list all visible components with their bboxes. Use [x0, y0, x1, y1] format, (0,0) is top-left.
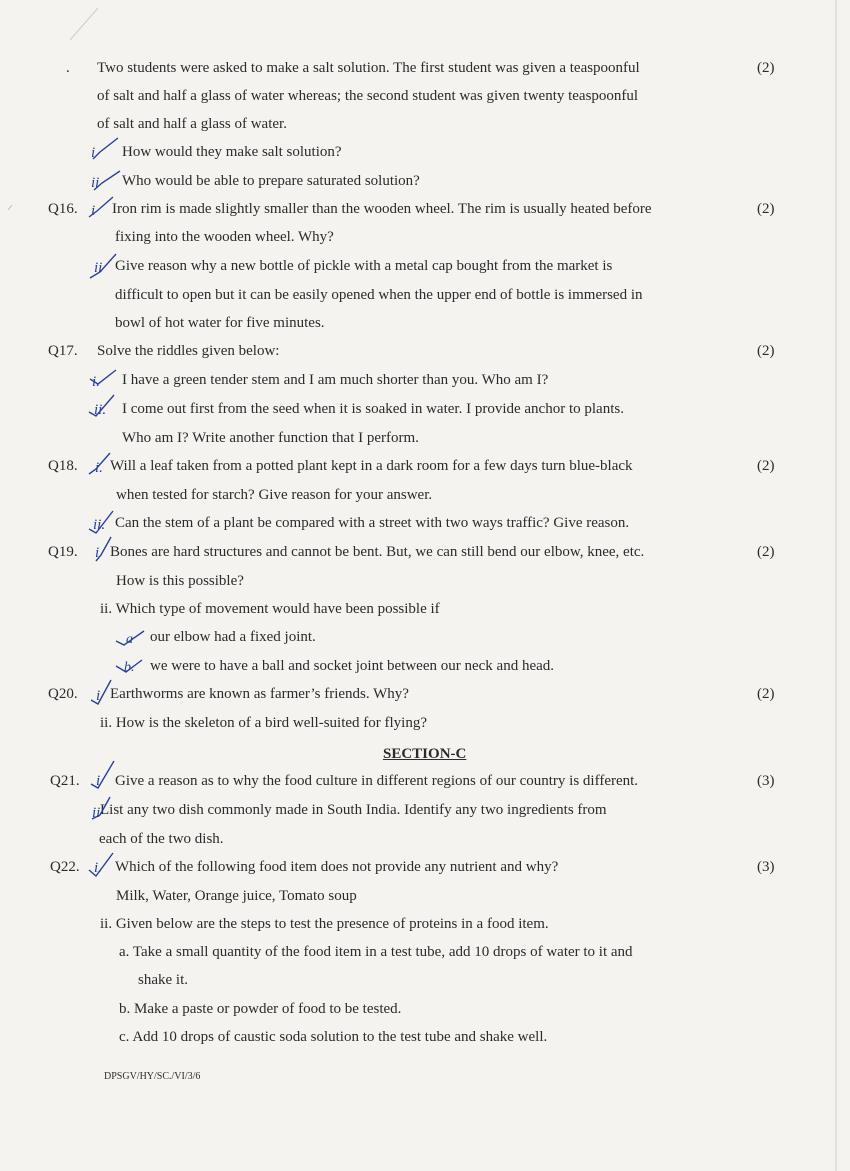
- svg-text:i: i: [91, 145, 96, 161]
- q20-marks: (2): [757, 686, 775, 702]
- q19-part-ii-b: we were to have a ball and socket joint between our neck and head.: [150, 658, 555, 674]
- handwritten-tick-icon: [86, 450, 114, 478]
- q17-riddle-i: I have a green tender stem and I am much shorter than you. Who am I?: [122, 372, 549, 388]
- handwritten-tick-icon: [92, 535, 114, 565]
- q17-line-1: Solve the riddles given below:: [97, 343, 280, 359]
- q16-line-2: fixing into the wooden wheel. Why?: [115, 229, 334, 245]
- q22-step-b: b. Make a paste or powder of food to be tested.: [119, 1001, 402, 1017]
- handwritten-tick-icon: [86, 364, 120, 390]
- handwritten-tick-icon: [86, 193, 116, 221]
- section-c-heading: SECTION-C: [383, 746, 467, 762]
- svg-text:ii: ii: [92, 805, 101, 821]
- q21-line-2: List any two dish commonly made in South India. Identify any two ingredients from: [100, 802, 607, 818]
- svg-text:ii: ii: [91, 175, 100, 191]
- svg-text:ii.: ii.: [93, 517, 106, 533]
- handwritten-tick-icon: [86, 507, 116, 535]
- question-number-cutoff: .: [66, 60, 70, 76]
- q15-marks: (2): [757, 60, 775, 76]
- q19-marks: (2): [757, 544, 775, 560]
- svg-text:i.: i.: [94, 860, 102, 876]
- q18-line-2: when tested for starch? Give reason for your answer.: [116, 487, 433, 503]
- q21-marks: (3): [757, 773, 775, 789]
- q16-number: Q16.: [48, 201, 78, 217]
- q19-line-2: How is this possible?: [116, 573, 244, 589]
- q15-line-3: of salt and half a glass of water.: [97, 116, 287, 132]
- q17-riddle-ii-cont: Who am I? Write another function that I perform.: [122, 430, 419, 446]
- handwritten-tick-icon: [88, 795, 114, 825]
- q20-number: Q20.: [48, 686, 78, 702]
- svg-text:i: i: [95, 545, 100, 561]
- q16-line-1: Iron rim is made slightly smaller than the wooden wheel. The rim is usually heated before: [112, 201, 652, 217]
- svg-text:a: a: [126, 632, 133, 647]
- q21-line-1: Give a reason as to why the food culture in different regions of our country is different.: [115, 773, 639, 789]
- q18-line-3: Can the stem of a plant be compared with a street with two ways traffic? Give reason.: [115, 515, 630, 531]
- q15-part-i: How would they make salt solution?: [122, 144, 342, 160]
- q19-number: Q19.: [48, 544, 78, 560]
- q16-line-3: Give reason why a new bottle of pickle with a metal cap bought from the market is: [115, 258, 613, 274]
- q22-marks: (3): [757, 859, 775, 875]
- handwritten-tick-icon: [86, 250, 120, 282]
- handwritten-tick-icon: [112, 652, 148, 676]
- q22-step-a-cont: shake it.: [138, 972, 188, 988]
- q18-line-1: Will a leaf taken from a potted plant kept in a dark room for a few days turn blue-black: [110, 458, 633, 474]
- q21-line-3: each of the two dish.: [99, 831, 224, 847]
- q18-marks: (2): [757, 458, 775, 474]
- q16-line-5: bowl of hot water for five minutes.: [115, 315, 325, 331]
- q19-part-ii-a: our elbow had a fixed joint.: [150, 629, 316, 645]
- handwritten-tick-icon: [88, 165, 122, 193]
- q22-line-2: Milk, Water, Orange juice, Tomato soup: [116, 888, 357, 904]
- q22-step-c: c. Add 10 drops of caustic soda solution to the test tube and shake well.: [119, 1029, 548, 1045]
- q22-line-1: Which of the following food item does not provide any nutrient and why?: [115, 859, 559, 875]
- q15-line-2: of salt and half a glass of water whereas; the second student was given twenty teaspoonful: [97, 88, 639, 104]
- q19-part-ii: ii. Which type of movement would have been possible if: [100, 601, 440, 617]
- q17-riddle-ii: I come out first from the seed when it is soaked in water. I provide anchor to plants.: [122, 401, 624, 417]
- q20-part-ii: ii. How is the skeleton of a bird well-suited for flying?: [100, 715, 428, 731]
- svg-text:i.: i.: [95, 460, 103, 476]
- svg-text:i: i: [96, 688, 101, 704]
- q19-line-1: Bones are hard structures and cannot be bent. But, we can still bend our elbow, knee, etc.: [110, 544, 645, 560]
- q18-number: Q18.: [48, 458, 78, 474]
- svg-text:b.: b.: [124, 660, 135, 675]
- q17-number: Q17.: [48, 343, 78, 359]
- handwritten-tick-icon: [88, 758, 118, 792]
- q15-line-1: Two students were asked to make a salt solution. The first student was given a teaspoonful: [97, 60, 640, 76]
- handwritten-tick-icon: [86, 850, 116, 878]
- q22-number: Q22.: [50, 859, 80, 875]
- svg-text:i: i: [96, 773, 101, 789]
- handwritten-tick-icon: [88, 678, 114, 708]
- q16-marks: (2): [757, 201, 775, 217]
- q15-part-ii: Who would be able to prepare saturated solution?: [122, 173, 420, 189]
- q20-line-1: Earthworms are known as farmer’s friends. Why?: [110, 686, 409, 702]
- svg-text:ii.: ii.: [94, 402, 107, 418]
- q17-marks: (2): [757, 343, 775, 359]
- handwritten-tick-icon: [88, 135, 122, 163]
- handwritten-tick-icon: [112, 625, 148, 649]
- q21-number: Q21.: [50, 773, 80, 789]
- svg-text:i: i: [91, 203, 96, 219]
- q22-part-ii: ii. Given below are the steps to test the presence of proteins in a food item.: [100, 916, 549, 932]
- footer-code: DPSGV/HY/SC./VI/3/6: [104, 1071, 201, 1082]
- handwritten-tick-icon: [86, 392, 120, 420]
- q22-step-a: a. Take a small quantity of the food item in a test tube, add 10 drops of water to it and: [119, 944, 633, 960]
- q16-line-4: difficult to open but it can be easily opened when the upper end of bottle is immersed in: [115, 287, 643, 303]
- svg-text:i.: i.: [92, 374, 100, 390]
- svg-text:ii: ii: [94, 260, 103, 276]
